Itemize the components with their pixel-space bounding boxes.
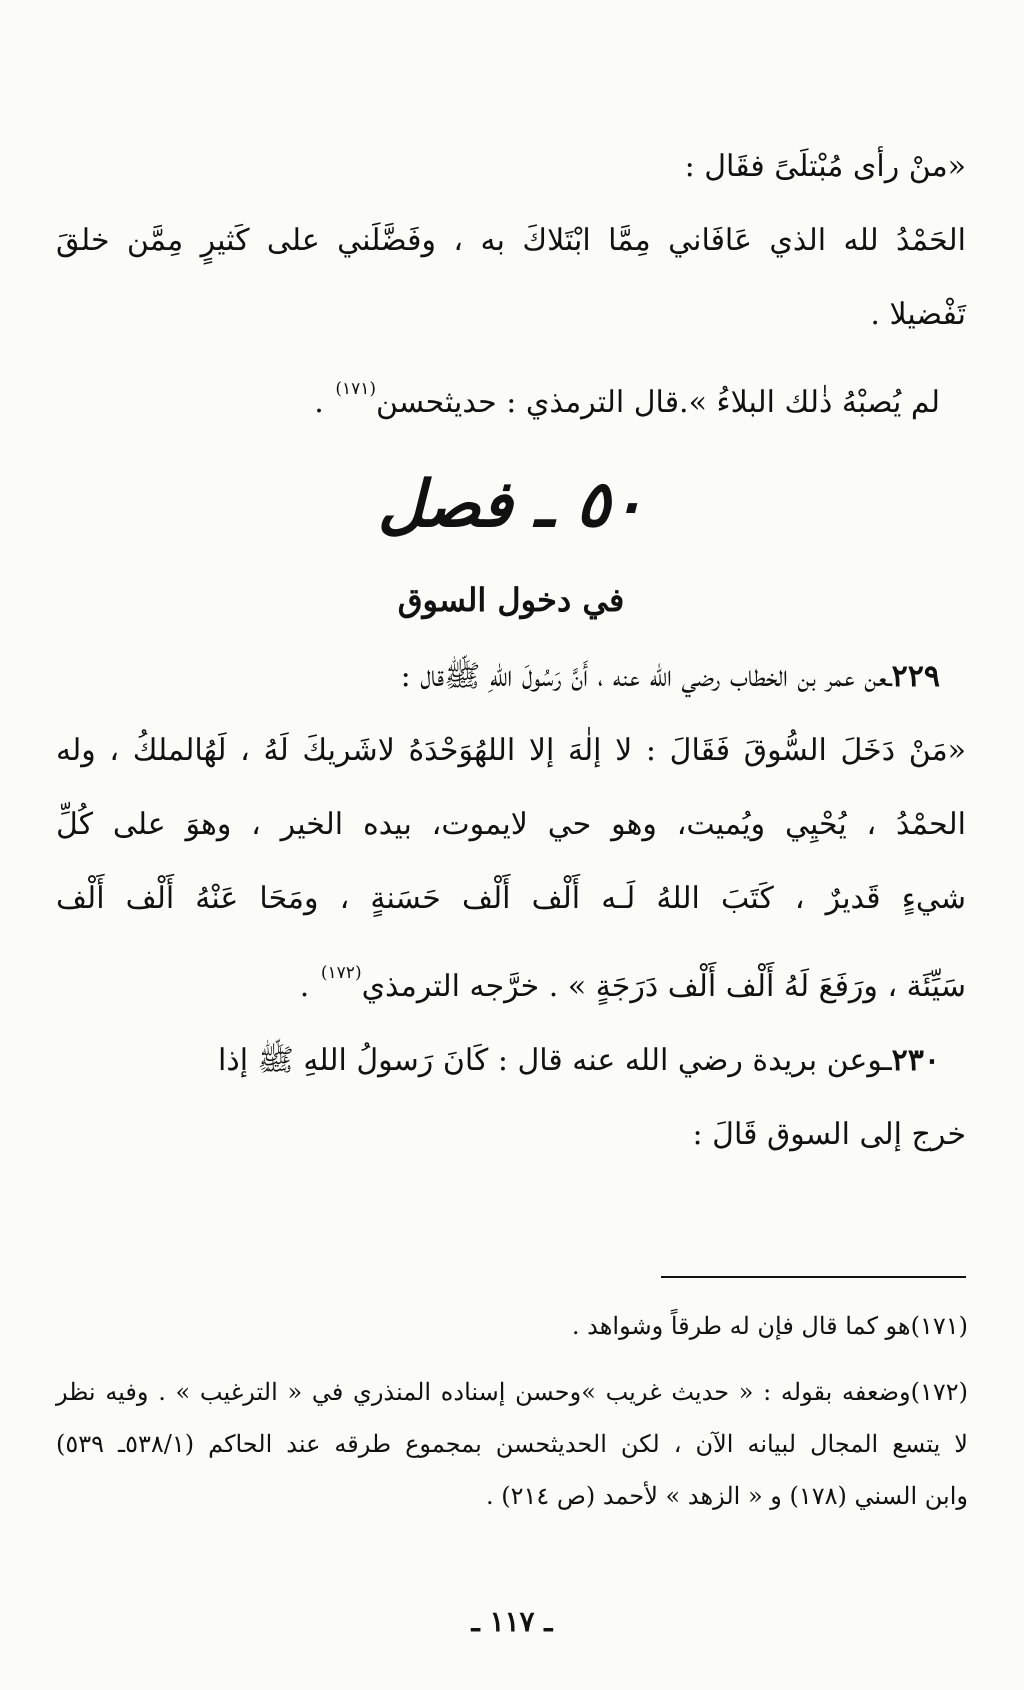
text-span: لم يُصبْهُ ذٰلك البلاءُ ».قال الترمذي : حديثحسن: [376, 385, 940, 420]
text-line: الحَمْدُ لله الذي عَافَاني مِمَّا ابْتَلاكَ به ، وفَضَّلَني على كَثيرٍ مِمَّن خلقَ: [56, 223, 966, 258]
text-span: سَيِّئَة ، ورَفَعَ لَهُ أَلْف أَلْف دَرَجَةٍ » . خرَّجه الترمذي: [361, 969, 966, 1004]
text-line: شيءٍ قَديرٌ ، كَتَبَ اللهُ لَـه أَلْف أَلْف حَسَنةٍ ، ومَحَا عَنْهُ أَلْف أَلْف: [56, 881, 966, 916]
text-line: تَفْضيلا .: [870, 297, 966, 332]
text-line: [56, 352, 966, 440]
text-line: الحمْدُ ، يُحْيِي ويُميت، وهو حي لايموت، بيده الخير ، وهوَ على كُلِّ: [56, 807, 966, 842]
footnote-172-line: لا يتسع المجال لبيانه الآن ، لكن الحديثحسن بمجموع طرقه عند الحاكم (٥٣٨/١ـ ٥٣٩): [56, 1430, 968, 1458]
period: .: [299, 969, 310, 1004]
text-line: «مَنْ دَخَلَ السُّوقَ فَقَالَ : لا إلٰهَ إلا اللهُوَحْدَهُ لاشَريكَ لَهُ ، لَهُالملكُ ، وله: [56, 733, 966, 768]
hadith-number: ٢٢٩: [891, 659, 940, 694]
hadith-intro: ـوعن بريدة رضي الله عنه قال : كَانَ رَسولُ اللهِ ﷺ إذا: [218, 1043, 892, 1078]
footnotes: [56, 1300, 968, 1522]
hadith-intro-line: [56, 1024, 966, 1098]
footnote-172-line: وابن السني (١٧٨) و « الزهد » لأحمد (ص ٢١٤) .: [485, 1482, 968, 1510]
section-subheading: في دخول السوق: [397, 581, 625, 619]
period: .: [314, 385, 324, 420]
section-heading: ٥٠ ـ فصل: [377, 467, 645, 542]
footnote-ref: (١٧١): [335, 379, 376, 399]
text-line: «منْ رأى مُبْتلَىً فقَال :: [684, 149, 966, 184]
hadith-number: ٢٣٠: [891, 1043, 940, 1078]
text-line: [56, 936, 966, 1024]
footnote-divider: [661, 1276, 966, 1278]
footnote-ref: (١٧٢): [320, 963, 362, 983]
hadith-intro-line: [56, 640, 966, 714]
hadith-intro: ـعن عمر بن الخطاب رضي الله عنه ، أَنَّ رَسُولَ اللهِ ﷺقال :: [400, 659, 892, 694]
footnote-172-line: (١٧٢)وضعفه بقوله : « حديث غريب »وحسن إسناده المنذري في « الترغيب » . وفيه نظر: [56, 1378, 968, 1406]
footnote-171: (١٧١)هو كما قال فإن له طرقاً وشواهد .: [571, 1312, 968, 1340]
text-line: خرج إلى السوق قَالَ :: [692, 1117, 966, 1152]
page-number: ـ ١١٧ ـ: [471, 1605, 553, 1638]
main-text: [56, 130, 966, 1172]
